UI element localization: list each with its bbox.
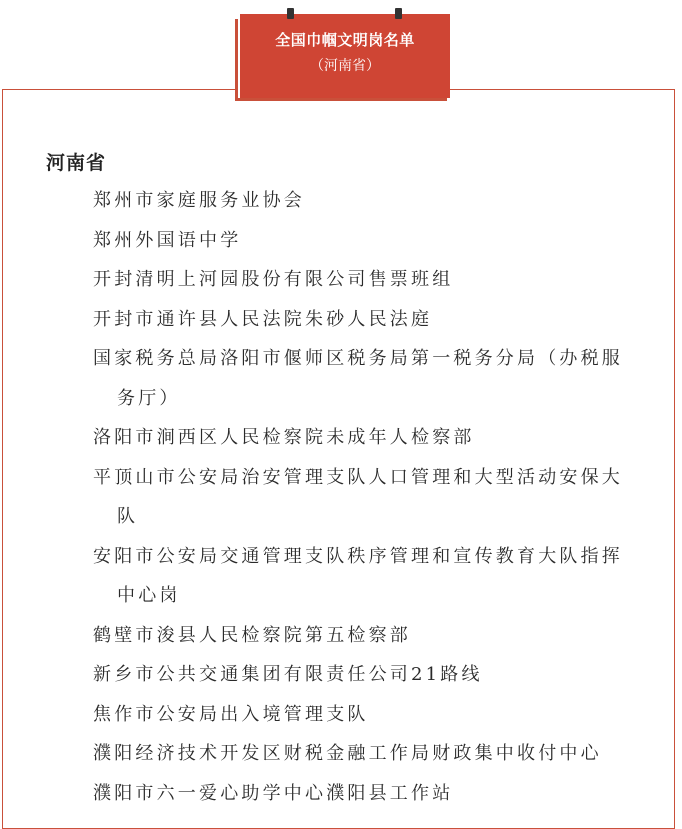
banner-subtitle: （河南省） (310, 58, 380, 74)
list-item: 濮阳市六一爱心助学中心濮阳县工作站 (93, 782, 454, 804)
list-item: 安阳市公安局交通管理支队秩序管理和宣传教育大队指挥中心岗 (93, 545, 623, 606)
list-item: 开封市通许县人民法院朱砂人民法庭 (93, 308, 433, 330)
list-item: 开封清明上河园股份有限公司售票班组 (93, 269, 454, 290)
list-item: 鹤壁市浚县人民检察院第五检察部 (93, 624, 411, 646)
pin-icon (395, 8, 402, 19)
pin-icon (287, 8, 294, 19)
province-heading: 河南省 (46, 152, 107, 174)
banner-title: 全国巾帼文明岗名单 (275, 31, 415, 49)
list-item: 濮阳经济技术开发区财税金融工作局财政集中收付中心 (93, 743, 602, 764)
list-item: 郑州外国语中学 (93, 229, 242, 251)
title-banner (240, 14, 450, 98)
list-item: 国家税务总局洛阳市偃师区税务局第一税务分局（办税服务厅） (93, 348, 623, 409)
list-item: 郑州市家庭服务业协会 (93, 190, 305, 211)
list-item: 平顶山市公安局治安管理支队人口管理和大型活动安保大队 (93, 466, 623, 527)
list-item: 焦作市公安局出入境管理支队 (93, 703, 369, 725)
honoree-list (93, 181, 641, 813)
list-item: 新乡市公共交通集团有限责任公司21路线 (93, 664, 483, 685)
list-item: 洛阳市涧西区人民检察院未成年人检察部 (93, 427, 475, 448)
